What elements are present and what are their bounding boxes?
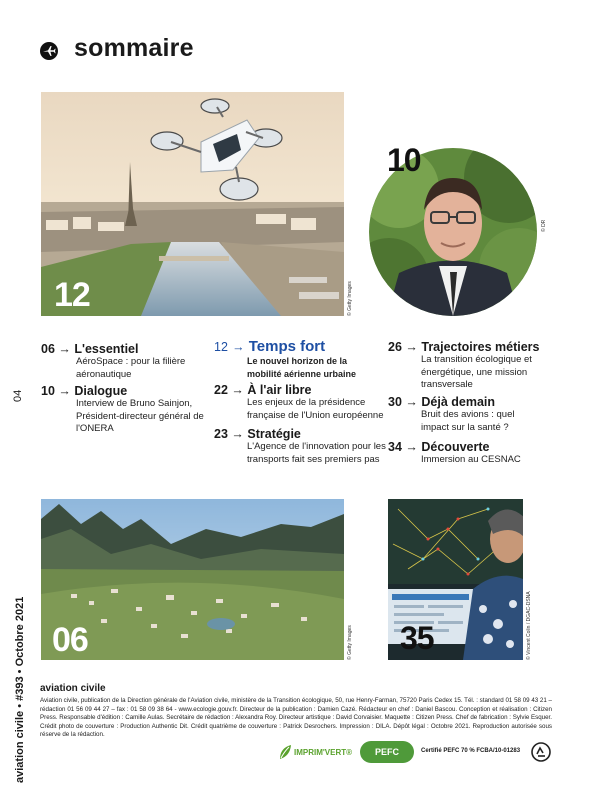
entry-23[interactable] <box>214 427 389 466</box>
photo-credit: © Getty Images <box>347 281 353 316</box>
arrow-icon: → <box>232 340 245 354</box>
side-issue-number: #393 <box>14 676 26 701</box>
imprint-text: Aviation civile, publication de la Direction générale de l'Aviation civile, ministère de la Transition écologique, 50, rue Henry-Farman, 75720 Paris Cedex 15. Tél. : standard 01 58 09 43 21 – rédaction 01 56 09 44 27 – fax : 01 58 09 38 64 - www.ecologie.gouv.fr. Directeur de la publication : Damien Cazé. Rédacteur en chef : Daniel Bascou. Conception et réalisation : Citizen Press. Responsable d'édition : Camille Aulas. Secrétaire de rédaction : Alexandra Roy. Directeur artistique : David Corvaisier. Maquette : Citizen Press. Chef de fabrication : Sylvie Esquer. Crédit photo de couverture : Production Authentic Dit. Crédit quatrième de couverture : Patrick Desrochers. Impression : DILA. Dépôt légal : Octobre 2021. Reproduction autorisée sous réserve de la rédaction. <box>40 697 552 739</box>
photo-credit: © Vincent Colin / DGAC-DSNA <box>526 591 532 660</box>
entry-title: Trajectoires métiers <box>421 340 540 354</box>
arrow-icon: → <box>405 440 418 454</box>
entry-title: Temps fort <box>248 338 326 355</box>
entry-number: 30 <box>388 395 402 409</box>
entry-number: 23 <box>214 427 228 441</box>
arrow-icon: → <box>405 395 418 409</box>
photo-number: 35 <box>400 620 434 656</box>
entry-description: Interview de Bruno Sainjon, Président-directeur général de l'ONERA <box>76 398 204 434</box>
entry-34[interactable] <box>388 440 553 467</box>
plane-icon <box>40 42 58 60</box>
entry-description: Le nouvel horizon de la mobilité aérienne urbaine <box>247 356 357 379</box>
entry-title: À l'air libre <box>247 383 312 397</box>
entry-title: Stratégie <box>247 427 301 441</box>
entry-10[interactable] <box>41 384 216 436</box>
photo-number: 12 <box>54 276 90 314</box>
entry-number: 10 <box>41 384 55 398</box>
arrow-icon: → <box>231 383 244 397</box>
photo-number: 10 <box>387 142 421 178</box>
leaf-icon <box>278 744 292 760</box>
pefc-certification: Certifié PEFC 70 % FCBA/10-01283 <box>421 748 521 754</box>
entry-number: 34 <box>388 440 402 454</box>
pefc-logo: PEFC <box>360 741 414 763</box>
page-title: sommaire <box>74 34 194 62</box>
arrow-icon: → <box>58 384 71 398</box>
side-issue-date: Octobre 2021 <box>14 596 26 667</box>
entry-description: L'Agence de l'innovation pour les transports fait ses premiers pas <box>247 441 386 465</box>
arrow-icon: → <box>231 427 244 441</box>
page-number: 04 <box>12 389 24 402</box>
entry-description: AéroSpace : pour la filière aéronautique <box>76 356 186 380</box>
imprimvert-label: IMPRIM'VERT® <box>294 747 353 757</box>
entry-22[interactable] <box>214 383 389 422</box>
entry-title: Dialogue <box>74 384 128 398</box>
entry-title: Déjà demain <box>421 395 496 409</box>
entry-number: 22 <box>214 383 228 397</box>
photo-credit: © DR <box>541 219 547 232</box>
arrow-icon: → <box>405 340 418 354</box>
entry-number: 12 <box>214 340 228 354</box>
entry-description: Les enjeux de la présidence française de l'Union européenne <box>247 397 384 421</box>
entry-12[interactable] <box>214 338 384 380</box>
entry-description: La transition écologique et énergétique, une mission transversale <box>421 354 532 390</box>
photo-number: 06 <box>52 621 88 659</box>
recycle-icon <box>531 742 551 762</box>
entry-description: Bruit des avions : quel impact sur la santé ? <box>421 409 515 433</box>
entry-30[interactable] <box>388 395 553 434</box>
entry-26[interactable] <box>388 340 553 392</box>
entry-title: L'essentiel <box>74 342 139 356</box>
entry-description: Immersion au CESNAC <box>421 454 521 465</box>
footer-magazine-name: aviation civile <box>40 683 106 694</box>
entry-06[interactable] <box>41 342 201 381</box>
side-issue-label: aviation civile • #393 • Octobre 2021 <box>14 596 26 783</box>
entry-number: 26 <box>388 340 402 354</box>
entry-number: 06 <box>41 342 55 356</box>
side-magazine-name: aviation civile <box>14 710 26 783</box>
arrow-icon: → <box>58 342 71 356</box>
entry-title: Découverte <box>421 440 490 454</box>
photo-credit: © Getty Images <box>347 625 353 660</box>
imprimvert-logo <box>278 744 352 760</box>
